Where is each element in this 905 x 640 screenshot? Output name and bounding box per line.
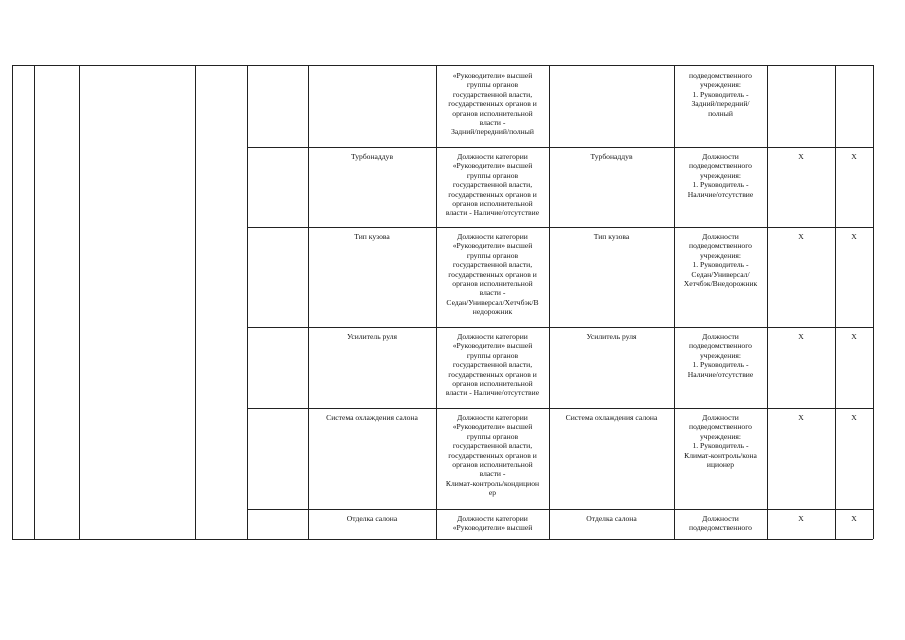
table-vertical-border — [34, 65, 35, 539]
characteristic-name-2-cell: Отделка салона — [586, 514, 637, 523]
table-vertical-border — [674, 65, 675, 539]
characteristic-name-cell: Турбонаддув — [350, 152, 394, 161]
table-horizontal-border — [12, 539, 873, 540]
table-horizontal-border — [12, 65, 873, 66]
characteristic-name-2-cell — [551, 71, 672, 146]
requirement-2-cell: Должности подведомственного учреждения: 1. Руководитель - Седан/Универсал/ Хетчбэк/Внедорожник — [683, 232, 758, 289]
mark-1-cell: X — [798, 152, 804, 161]
table-vertical-border — [835, 65, 836, 539]
mark-2-cell: X — [851, 332, 857, 341]
characteristic-name-2-cell: Турбонаддув — [590, 152, 633, 161]
requirement-2-cell: подведомственного учреждения: 1. Руководитель - Задний/передний/ полный — [689, 71, 752, 118]
requirement-cell: Должности категории «Руководители» высшей группы органов государственной власти, государственных органов и органов исполнительной власти - Седан/Универсал/Хетчбэк/В недорожник — [446, 232, 539, 317]
mark-1-cell: X — [798, 332, 804, 341]
requirement-cell: «Руководители» высшей группы органов государственной власти, государственных органов и органов исполнительной власти - Задний/передний/полный — [448, 71, 537, 137]
characteristic-name-cell: Система охлаждения салона — [326, 413, 418, 422]
mark-1-cell: X — [798, 413, 804, 422]
characteristic-name-2-cell: Система охлаждения салона — [565, 413, 658, 422]
mark-1-cell: X — [798, 232, 804, 241]
characteristic-name-cell: Усилитель руля — [346, 332, 398, 341]
table-vertical-border — [195, 65, 196, 539]
table-vertical-border — [12, 65, 13, 539]
requirement-2-cell: Должности подведомственного учреждения: 1. Руководитель - Климат-контроль/кона иционер — [684, 413, 757, 470]
characteristic-name-cell: Отделка салона — [346, 514, 398, 523]
table-vertical-border — [767, 65, 768, 539]
mark-2-cell: X — [851, 413, 857, 422]
mark-2-cell: X — [851, 232, 857, 241]
table-vertical-border — [549, 65, 550, 539]
mark-1-cell: X — [798, 514, 804, 523]
requirement-cell: Должности категории «Руководители» высшей — [452, 514, 533, 533]
table-vertical-border — [308, 65, 309, 539]
table-horizontal-border — [247, 509, 873, 510]
characteristic-name-2-cell: Усилитель руля — [586, 332, 637, 341]
requirements-table — [12, 65, 873, 539]
characteristic-name-cell — [310, 71, 434, 146]
table-vertical-border — [79, 65, 80, 539]
requirement-cell: Должности категории «Руководители» высшей группы органов государственной власти, государственных органов и органов исполнительной власти - Наличие/отсутствие — [445, 332, 540, 398]
table-vertical-border — [436, 65, 437, 539]
requirement-2-cell: Должности подведомственного учреждения: 1. Руководитель - Наличие/отсутствие — [687, 152, 754, 199]
table-horizontal-border — [247, 147, 873, 148]
requirement-2-cell: Должности подведомственного учреждения: 1. Руководитель - Наличие/отсутствие — [687, 332, 754, 379]
table-vertical-border — [247, 65, 248, 539]
characteristic-name-cell: Тип кузова — [354, 232, 390, 241]
requirement-cell: Должности категории «Руководители» высшей группы органов государственной власти, государственных органов и органов исполнительной власти - Климат-контроль/кондицион ер — [445, 413, 540, 498]
table-horizontal-border — [247, 227, 873, 228]
table-horizontal-border — [247, 327, 873, 328]
requirement-2-cell: Должности подведомственного — [689, 514, 752, 533]
mark-2-cell: X — [851, 514, 857, 523]
table-horizontal-border — [247, 408, 873, 409]
mark-2-cell: X — [851, 152, 857, 161]
mark-2-cell — [837, 71, 871, 146]
mark-1-cell — [769, 71, 833, 146]
requirement-cell: Должности категории «Руководители» высшей группы органов государственной власти, государственных органов и органов исполнительной власти - Наличие/отсутствие — [445, 152, 540, 218]
table-vertical-border — [873, 65, 874, 539]
characteristic-name-2-cell: Тип кузова — [593, 232, 630, 241]
